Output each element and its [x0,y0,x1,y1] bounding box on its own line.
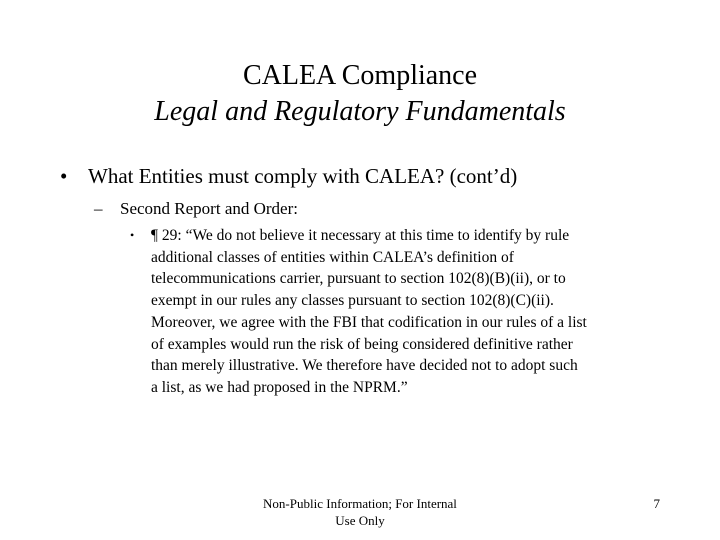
quote-line: telecommunications carrier, pursuant to section 102(8)(B)(ii), or to [151,270,566,288]
slide-subtitle: Legal and Regulatory Fundamentals [154,96,566,127]
quote-line: a list, as we had proposed in the NPRM.” [151,378,408,396]
quote-line: Moreover, we agree with the FBI that codification in our rules of a list [151,313,587,331]
quote-line: exempt in our rules any classes pursuant to section 102(8)(C)(ii). [151,292,554,310]
slide-title-block [60,58,660,130]
bullet-level2 [94,198,298,220]
bullet-level1 [60,163,517,189]
bullet-marker-level1: • [60,164,68,188]
quote-text [151,225,671,399]
footer-confidentiality-notice [245,495,475,529]
slide-title: CALEA Compliance [242,60,478,91]
quote-line: of examples would run the risk of being considered definitive rather [151,335,573,353]
bullet-marker-level3: • [130,228,135,242]
footer-line: Use Only [335,513,385,528]
quote-line: additional classes of entities within CALEA’s definition of [151,248,514,266]
page-number: 7 [653,496,660,511]
quote-line: than merely illustrative. We therefore have decided not to adopt such [151,357,578,375]
bullet-level2-text: Second Report and Order: [120,199,298,218]
bullet-marker-level2: – [94,199,103,218]
quote-line: ¶ 29: “We do not believe it necessary at this time to identify by rule [151,227,570,244]
bullet-level1-text: What Entities must comply with CALEA? (cont’d) [88,164,518,188]
footer-line: Non-Public Information; For Internal [263,496,457,511]
